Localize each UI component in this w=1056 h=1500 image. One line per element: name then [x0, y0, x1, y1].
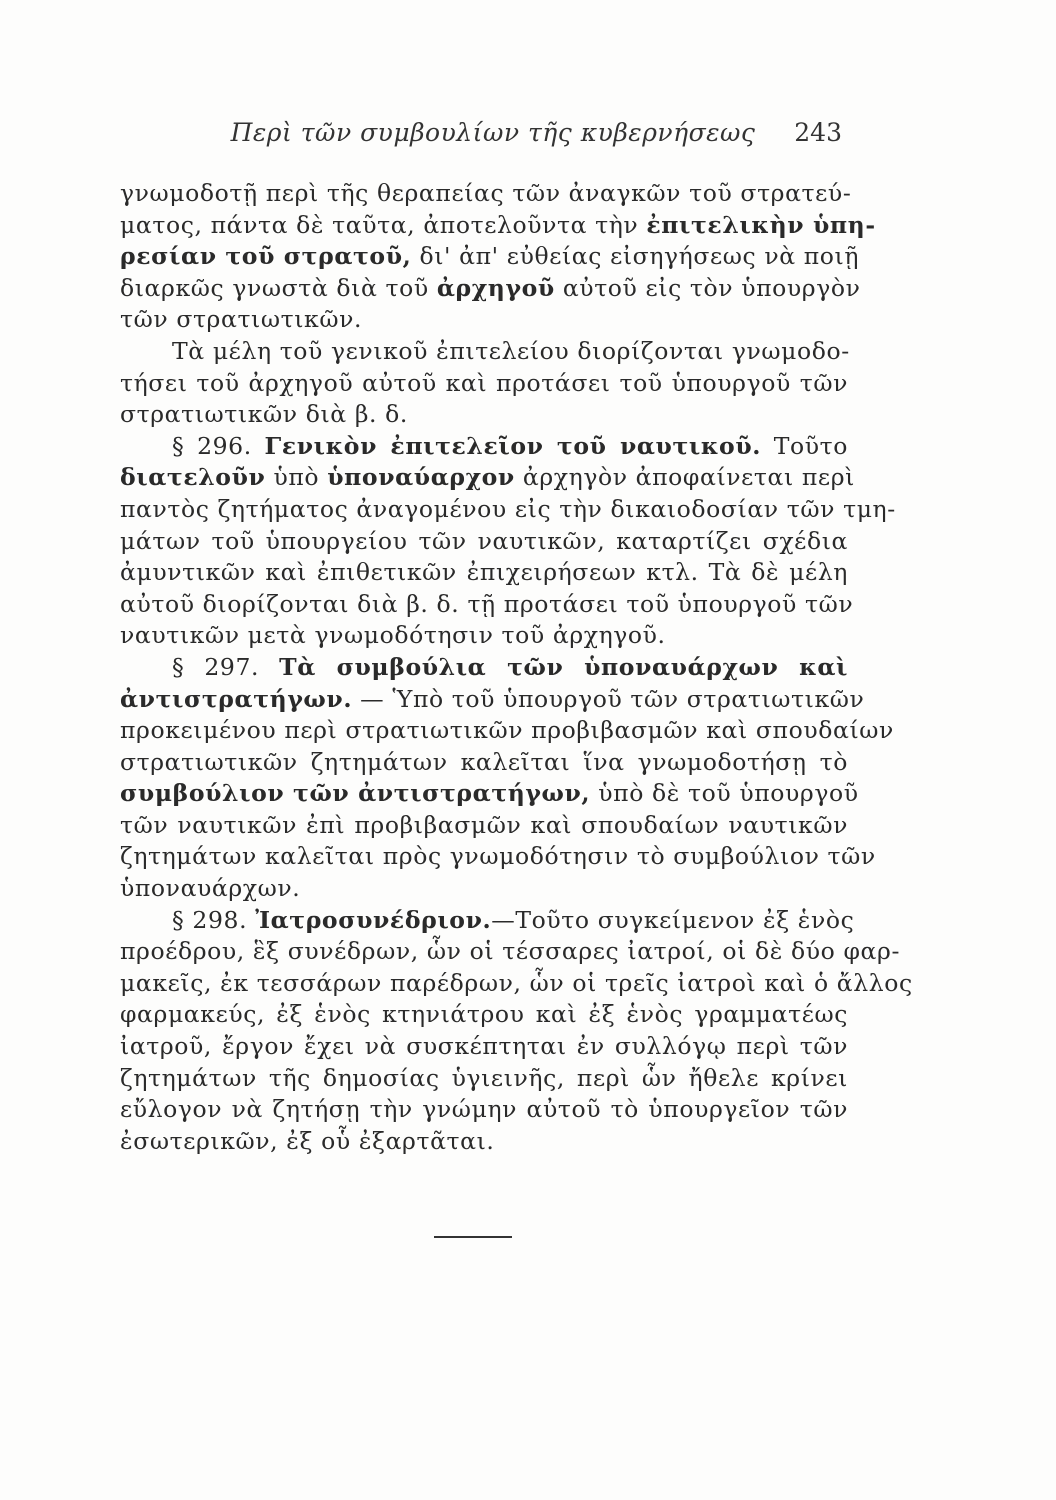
- text-line: [120, 399, 848, 431]
- bold-term: Τὰ συμβούλια τῶν ὑποναυάρχων καὶ: [279, 652, 849, 681]
- text-segment: —Τοῦτο συγκείμενον ἐξ ἑνὸς: [491, 905, 855, 934]
- text-line: [120, 778, 859, 810]
- text-segment: ἀμυντικῶν καὶ ἐπιθετικῶν ἐπιχειρήσεων κτλ. Τὰ δὲ μέλη: [120, 558, 848, 587]
- text-line: [120, 747, 848, 779]
- bold-term: ρεσίαν τοῦ στρατοῦ,: [120, 242, 412, 271]
- text-segment: ἀρχηγὸν ἀποφαίνεται περὶ: [514, 463, 855, 492]
- text-segment: ἐσωτερικῶν, ἐξ οὗ ἐξαρτᾶται.: [120, 1126, 495, 1155]
- text-line: [120, 810, 848, 842]
- text-line: [120, 652, 848, 684]
- text-line: [120, 1031, 848, 1063]
- text-segment: μακεῖς, ἐκ τεσσάρων παρέδρων, ὧν οἱ τρεῖς ἰατροὶ καὶ ὁ ἄλλος: [120, 968, 913, 997]
- text-segment: § 297.: [172, 652, 280, 681]
- text-line: [120, 210, 876, 242]
- text-segment: ναυτικῶν μετὰ γνωμοδότησιν τοῦ ἀρχηγοῦ.: [120, 621, 666, 650]
- text-line: [120, 841, 876, 873]
- text-segment: προκειμένου περὶ στρατιωτικῶν προβιβασμῶν καὶ σπουδαίων: [120, 716, 894, 745]
- page-number: 243: [794, 118, 842, 147]
- bold-term: ἀντιστρατήγων.: [120, 684, 353, 713]
- text-segment: εὔλογον νὰ ζητήσῃ τὴν γνώμην αὐτοῦ τὸ ὑπουργεῖον τῶν: [120, 1095, 848, 1124]
- text-segment: αὐτοῦ διορίζονται διὰ β. δ. τῇ προτάσει τοῦ ὑπουργοῦ τῶν: [120, 589, 854, 618]
- text-segment: ὑποναυάρχων.: [120, 874, 301, 903]
- text-line: [120, 873, 848, 905]
- text-segment: ζητημάτων καλεῖται πρὸς γνωμοδότησιν τὸ συμβούλιον τῶν: [120, 842, 876, 871]
- text-line: [120, 684, 865, 716]
- running-title: Περὶ τῶν συμβουλίων τῆς κυβερνήσεως: [230, 118, 756, 147]
- text-segment: τήσει τοῦ ἀρχηγοῦ αὐτοῦ καὶ προτάσει τοῦ ὑπουργοῦ τῶν: [120, 368, 848, 397]
- text-segment: — Ὑπὸ τοῦ ὑπουργοῦ τῶν στρατιωτικῶν: [352, 684, 865, 713]
- bold-term: ὑποναύαρχον: [327, 463, 515, 492]
- text-line: [120, 273, 861, 305]
- text-segment: προέδρου, ἓξ συνέδρων, ὧν οἱ τέσσαρες ἰατροί, οἱ δὲ δύο φαρ-: [120, 937, 900, 966]
- text-segment: τῶν ναυτικῶν ἐπὶ προβιβασμῶν καὶ σπουδαίων ναυτικῶν: [120, 810, 848, 839]
- body-text: [120, 178, 913, 1157]
- text-line: [120, 304, 848, 336]
- text-segment: ζητημάτων τῆς δημοσίας ὑγιεινῆς, περὶ ὧν ἤθελε κρίνει: [120, 1063, 848, 1092]
- text-segment: γνωμοδοτῇ περὶ τῆς θεραπείας τῶν ἀναγκῶν τοῦ στρατεύ-: [120, 179, 852, 207]
- text-segment: τῶν στρατιωτικῶν.: [120, 305, 363, 334]
- text-line: [120, 494, 896, 526]
- text-segment: § 296.: [172, 431, 265, 460]
- text-line: [120, 526, 848, 558]
- end-rule: [434, 1236, 512, 1238]
- text-segment: διαρκῶς γνωστὰ διὰ τοῦ: [120, 273, 437, 302]
- bold-term: διατελοῦν: [120, 463, 266, 492]
- text-line: [120, 936, 900, 968]
- text-segment: αὐτοῦ εἰς τὸν ὑπουργὸν: [554, 273, 861, 302]
- bold-term: Ἰατροσυνέδριον.: [255, 905, 492, 934]
- text-line: [120, 620, 848, 652]
- text-line: [120, 1063, 848, 1095]
- text-segment: ὑπὸ: [265, 463, 328, 492]
- running-head: [140, 118, 846, 158]
- text-line: [120, 1094, 848, 1126]
- bold-term: ἐπιτελικὴν ὑπη-: [646, 210, 876, 239]
- text-segment: ὑπὸ δὲ τοῦ ὑπουργοῦ: [590, 779, 859, 808]
- text-line: [120, 241, 860, 273]
- text-segment: Τὰ μέλη τοῦ γενικοῦ ἐπιτελείου διορίζονται γνωμοδο-: [172, 336, 850, 365]
- text-line: [120, 968, 913, 1000]
- text-line: [120, 462, 855, 494]
- text-segment: Τοῦτο: [761, 431, 849, 460]
- text-segment: ἰατροῦ, ἔργον ἔχει νὰ συσκέπτηται ἐν συλλόγῳ περὶ τῶν: [120, 1032, 848, 1061]
- text-segment: στρατιωτικῶν διὰ β. δ.: [120, 400, 408, 429]
- text-line: [120, 336, 848, 368]
- text-line: [120, 368, 848, 400]
- text-line: [120, 589, 854, 621]
- text-segment: στρατιωτικῶν ζητημάτων καλεῖται ἵνα γνωμοδοτήσῃ τὸ: [120, 747, 848, 776]
- text-line: [120, 1126, 848, 1158]
- bold-term: συμβούλιον τῶν ἀντιστρατήγων,: [120, 779, 591, 808]
- bold-term: ἀρχηγοῦ: [436, 273, 555, 302]
- bold-term: Γενικὸν ἐπιτελεῖον τοῦ ναυτικοῦ.: [264, 431, 762, 460]
- text-line: [120, 178, 852, 210]
- text-line: [120, 431, 848, 463]
- text-segment: δι' ἀπ' εὐθείας εἰσηγήσεως νὰ ποιῇ: [411, 242, 860, 271]
- text-segment: μάτων τοῦ ὑπουργείου τῶν ναυτικῶν, καταρτίζει σχέδια: [120, 526, 848, 555]
- text-segment: παντὸς ζητήματος ἀναγομένου εἰς τὴν δικαιοδοσίαν τῶν τμη-: [120, 494, 896, 523]
- text-line: [120, 905, 855, 937]
- text-line: [120, 715, 894, 747]
- text-segment: φαρμακεύς, ἐξ ἑνὸς κτηνιάτρου καὶ ἐξ ἑνὸς γραμματέως: [120, 1000, 848, 1029]
- text-line: [120, 999, 848, 1031]
- text-segment: ματος, πάντα δὲ ταῦτα, ἀποτελοῦντα τὴν: [120, 210, 647, 239]
- text-segment: § 298.: [172, 905, 256, 934]
- text-line: [120, 557, 848, 589]
